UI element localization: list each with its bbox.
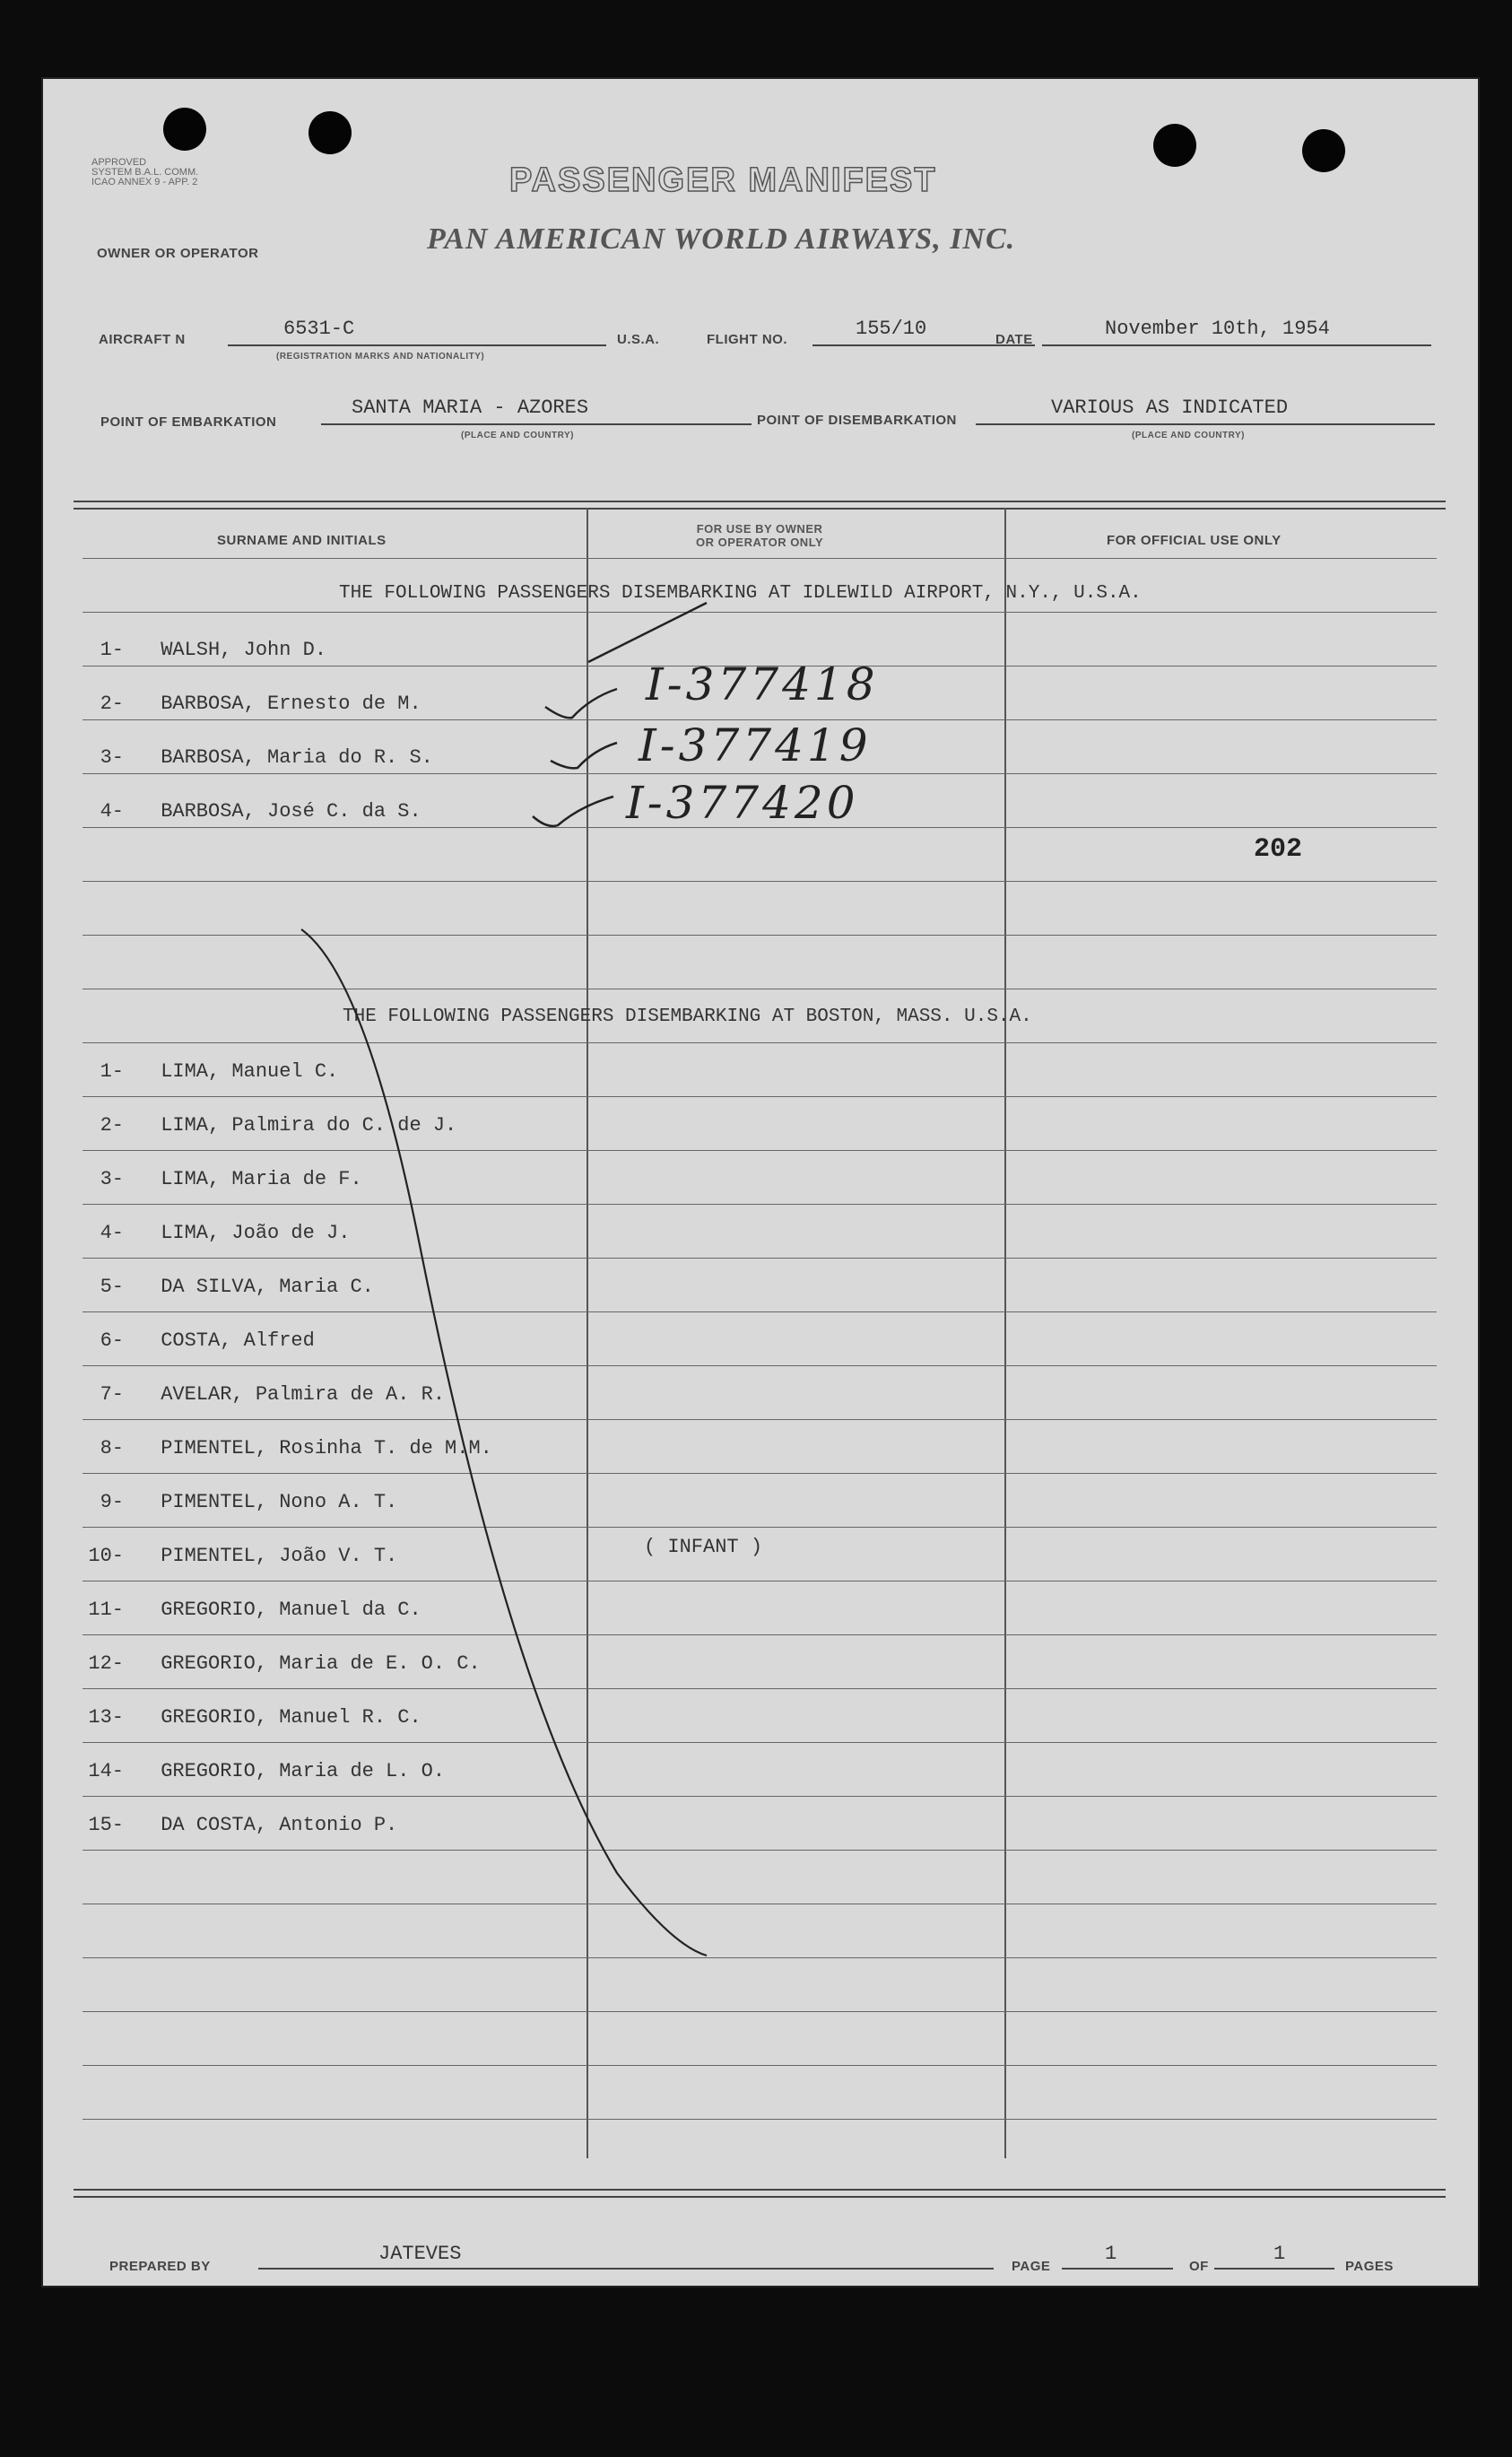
infant-note: ( INFANT ) bbox=[644, 1536, 763, 1558]
passenger-number: 8- bbox=[100, 1437, 124, 1459]
passenger-name: DA COSTA, Antonio P. bbox=[161, 1814, 398, 1836]
passenger-number: 1- bbox=[100, 1060, 124, 1083]
passenger-number: 2- bbox=[100, 1114, 124, 1137]
passenger-name: LIMA, Manuel C. bbox=[161, 1060, 339, 1083]
section-heading-boston: THE FOLLOWING PASSENGERS DISEMBARKING AT BOSTON, MASS. U.S.A. bbox=[343, 1006, 1032, 1027]
passenger-name: BARBOSA, Maria do R. S. bbox=[161, 746, 433, 769]
page-title: PASSENGER MANIFEST bbox=[509, 161, 937, 199]
passenger-name: PIMENTEL, Nono A. T. bbox=[161, 1491, 398, 1513]
embark-label: POINT OF EMBARKATION bbox=[100, 414, 277, 430]
passenger-number: 10- bbox=[88, 1545, 124, 1567]
passenger-name: LIMA, Maria de F. bbox=[161, 1168, 362, 1190]
registration-caption: (REGISTRATION MARKS AND NATIONALITY) bbox=[276, 352, 485, 362]
usa-label: U.S.A. bbox=[617, 332, 660, 347]
prepared-label: PREPARED BY bbox=[109, 2259, 211, 2274]
passenger-name: GREGORIO, Maria de L. O. bbox=[161, 1760, 446, 1782]
check-mark bbox=[551, 743, 617, 768]
passenger-number: 12- bbox=[88, 1652, 124, 1675]
stamp-line: ICAO ANNEX 9 - APP. 2 bbox=[91, 177, 198, 187]
column-header-official: FOR OFFICIAL USE ONLY bbox=[1107, 533, 1282, 548]
passenger-number: 11- bbox=[88, 1599, 124, 1621]
passenger-name: BARBOSA, Ernesto de M. bbox=[161, 693, 421, 715]
check-mark bbox=[533, 797, 613, 826]
passenger-number: 4- bbox=[100, 800, 124, 823]
passenger-number: 3- bbox=[100, 746, 124, 769]
passenger-name: LIMA, João de J. bbox=[161, 1222, 351, 1244]
pen-marks bbox=[43, 79, 1478, 2286]
aircraft-label: AIRCRAFT N bbox=[99, 332, 186, 347]
prepared-value: JATEVES bbox=[378, 2243, 462, 2265]
disembark-value: VARIOUS AS INDICATED bbox=[1051, 396, 1289, 419]
passenger-name: PIMENTEL, João V. T. bbox=[161, 1545, 398, 1567]
passenger-number: 9- bbox=[100, 1491, 124, 1513]
passenger-number: 7- bbox=[100, 1383, 124, 1406]
handwritten-number: I-377418 bbox=[646, 658, 879, 710]
of-label: OF bbox=[1189, 2259, 1209, 2274]
passenger-number: 1- bbox=[100, 639, 124, 661]
manifest-sheet bbox=[43, 79, 1478, 2286]
flight-value: 155/10 bbox=[856, 318, 927, 340]
passenger-name: AVELAR, Palmira de A. R. bbox=[161, 1383, 446, 1406]
long-pen-stroke bbox=[301, 929, 707, 1956]
passenger-number: 14- bbox=[88, 1760, 124, 1782]
flight-label: FLIGHT NO. bbox=[707, 332, 787, 347]
passenger-name: GREGORIO, Manuel R. C. bbox=[161, 1706, 421, 1729]
column-header-surname: SURNAME AND INITIALS bbox=[217, 533, 387, 548]
passenger-name: WALSH, John D. bbox=[161, 639, 327, 661]
passenger-name: DA SILVA, Maria C. bbox=[161, 1276, 374, 1298]
passenger-number: 5- bbox=[100, 1276, 124, 1298]
passenger-number: 2- bbox=[100, 693, 124, 715]
passenger-name: COSTA, Alfred bbox=[161, 1329, 315, 1352]
stamp-line: APPROVED bbox=[91, 157, 147, 168]
disembark-label: POINT OF DISEMBARKATION bbox=[757, 413, 957, 428]
passenger-number: 13- bbox=[88, 1706, 124, 1729]
check-mark bbox=[545, 689, 617, 718]
date-label: DATE bbox=[995, 332, 1033, 347]
page-value: 1 bbox=[1105, 2243, 1117, 2265]
official-mark: 202 bbox=[1254, 834, 1303, 865]
slash-mark bbox=[588, 603, 707, 662]
passenger-name: PIMENTEL, Rosinha T. de M.M. bbox=[161, 1437, 492, 1459]
passenger-name: BARBOSA, José C. da S. bbox=[161, 800, 421, 823]
date-value: November 10th, 1954 bbox=[1105, 318, 1330, 340]
passenger-number: 6- bbox=[100, 1329, 124, 1352]
embark-caption: (PLACE AND COUNTRY) bbox=[461, 431, 574, 440]
passenger-number: 15- bbox=[88, 1814, 124, 1836]
handwritten-number: I-377420 bbox=[626, 777, 859, 829]
section-heading-idlewild: THE FOLLOWING PASSENGERS DISEMBARKING AT IDLEWILD AIRPORT, N.Y., U.S.A. bbox=[339, 583, 1142, 604]
passenger-name: LIMA, Palmira do C. de J. bbox=[161, 1114, 457, 1137]
pages-label: PAGES bbox=[1345, 2259, 1394, 2274]
column-header-line: OR OPERATOR ONLY bbox=[696, 536, 824, 549]
passenger-number: 4- bbox=[100, 1222, 124, 1244]
passenger-number: 3- bbox=[100, 1168, 124, 1190]
owner-name: PAN AMERICAN WORLD AIRWAYS, INC. bbox=[427, 222, 1016, 256]
disembark-caption: (PLACE AND COUNTRY) bbox=[1132, 431, 1245, 440]
handwritten-number: I-377419 bbox=[639, 719, 872, 771]
column-header-line: FOR USE BY OWNER bbox=[696, 522, 823, 536]
passenger-name: GREGORIO, Manuel da C. bbox=[161, 1599, 421, 1621]
of-value: 1 bbox=[1273, 2243, 1286, 2265]
aircraft-value: 6531-C bbox=[283, 318, 355, 340]
passenger-name: GREGORIO, Maria de E. O. C. bbox=[161, 1652, 481, 1675]
embark-value: SANTA MARIA - AZORES bbox=[352, 396, 589, 419]
owner-label: OWNER OR OPERATOR bbox=[97, 246, 259, 261]
stamp-line: SYSTEM B.A.L. COMM. bbox=[91, 167, 199, 178]
page-label: PAGE bbox=[1012, 2259, 1051, 2274]
